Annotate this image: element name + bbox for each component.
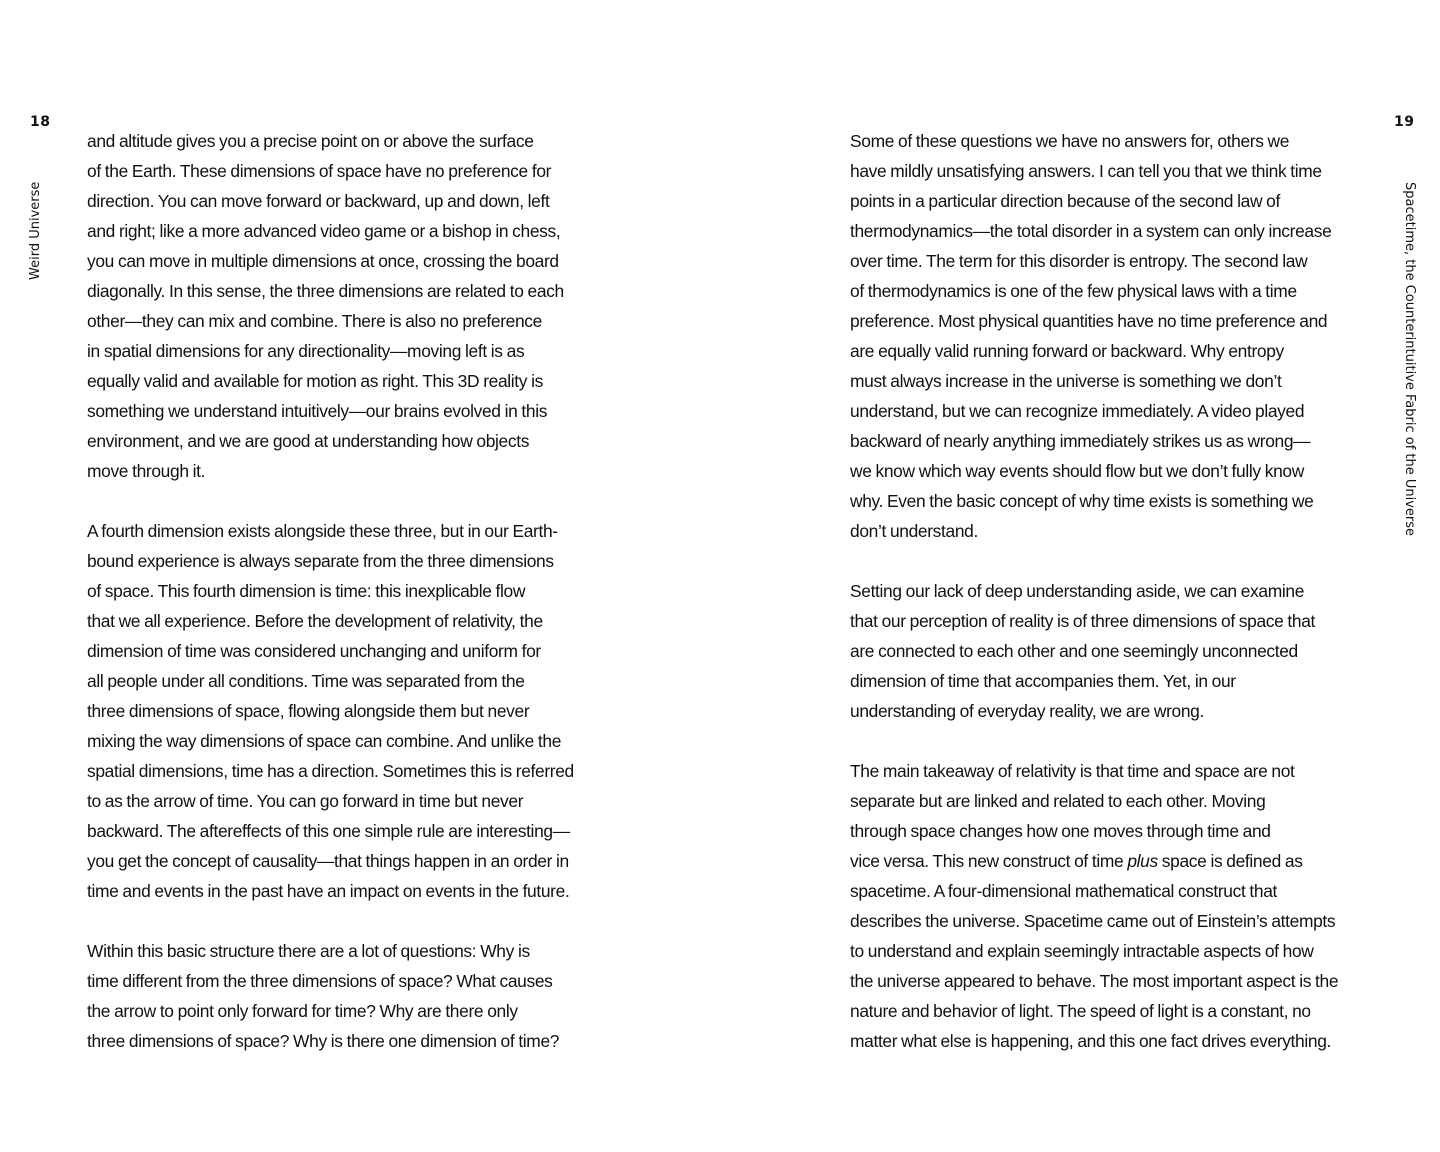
text-line: you get the concept of causality—that things happen in an order in [87, 851, 569, 871]
text-line: three dimensions of space? Why is there one dimension of time? [87, 1031, 560, 1051]
text-line: of thermodynamics is one of the few physical laws with a time [850, 281, 1297, 301]
running-head-book-title: Weird Universe [28, 181, 43, 280]
text-run: vice versa. This new construct of time [850, 851, 1128, 871]
text-line: all people under all conditions. Time was separated from the [87, 671, 525, 691]
text-line: that our perception of reality is of three dimensions of space that [850, 611, 1316, 631]
text-line: thermodynamics—the total disorder in a system can only increase [850, 221, 1332, 241]
text-line: Some of these questions we have no answers for, others we [850, 131, 1290, 151]
text-line: to understand and explain seemingly intractable aspects of how [850, 941, 1314, 961]
text-line: of space. This fourth dimension is time: this inexplicable flow [87, 581, 526, 601]
paragraph [850, 126, 1370, 546]
text-line: must always increase in the universe is something we don’t [850, 371, 1282, 391]
text-line: the universe appeared to behave. The most important aspect is the [850, 971, 1339, 991]
text-line: of the Earth. These dimensions of space have no preference for [87, 161, 552, 181]
text-line: nature and behavior of light. The speed of light is a constant, no [850, 1001, 1311, 1021]
text-line: are equally valid running forward or backward. Why entropy [850, 341, 1284, 361]
text-line: time different from the three dimensions of space? What causes [87, 971, 553, 991]
text-run: space is defined as [1157, 851, 1303, 871]
emphasized-word: plus [1127, 851, 1158, 871]
text-line: separate but are linked and related to each other. Moving [850, 791, 1266, 811]
text-line: other—they can mix and combine. There is also no preference [87, 311, 542, 331]
right-page [720, 0, 1440, 1152]
text-line: dimension of time was considered unchanging and uniform for [87, 641, 541, 661]
paragraph [87, 516, 607, 906]
text-line: have mildly unsatisfying answers. I can tell you that we think time [850, 161, 1322, 181]
text-line: Setting our lack of deep understanding aside, we can examine [850, 581, 1305, 601]
paragraph [87, 126, 607, 486]
text-line: understanding of everyday reality, we are wrong. [850, 701, 1204, 721]
right-body-text [850, 126, 1370, 1086]
text-line: don’t understand. [850, 521, 978, 541]
running-head-chapter-title: Spacetime, the Counterintuitive Fabric of the Universe [1402, 182, 1417, 537]
text-line: spacetime. A four-dimensional mathematical construct that [850, 881, 1278, 901]
text-line: dimension of time that accompanies them. Yet, in our [850, 671, 1236, 691]
text-line: the arrow to point only forward for time? Why are there only [87, 1001, 518, 1021]
text-line: matter what else is happening, and this one fact drives everything. [850, 1031, 1331, 1051]
text-line-with-emphasis [850, 846, 1370, 876]
text-line: something we understand intuitively—our brains evolved in this [87, 401, 548, 421]
text-line: A fourth dimension exists alongside these three, but in our Earth- [87, 521, 558, 541]
text-line: over time. The term for this disorder is entropy. The second law [850, 251, 1308, 271]
text-line: understand, but we can recognize immediately. A video played [850, 401, 1305, 421]
text-line: describes the universe. Spacetime came out of Einstein’s attempts [850, 911, 1336, 931]
text-line: Within this basic structure there are a lot of questions: Why is [87, 941, 530, 961]
text-line: we know which way events should flow but we don’t fully know [850, 461, 1304, 481]
text-line: mixing the way dimensions of space can combine. And unlike the [87, 731, 562, 751]
text-line: that we all experience. Before the development of relativity, the [87, 611, 543, 631]
text-line: and altitude gives you a precise point on or above the surface [87, 131, 534, 151]
paragraph [850, 756, 1370, 1056]
text-line: preference. Most physical quantities have no time preference and [850, 311, 1328, 331]
left-body-text [87, 126, 607, 1086]
text-line: direction. You can move forward or backward, up and down, left [87, 191, 550, 211]
text-line: environment, and we are good at understanding how objects [87, 431, 530, 451]
text-line: backward. The aftereffects of this one simple rule are interesting— [87, 821, 570, 841]
paragraph [87, 936, 607, 1056]
page-number-left: 18 [30, 114, 51, 130]
paragraph [850, 576, 1370, 726]
text-line: and right; like a more advanced video game or a bishop in chess, [87, 221, 561, 241]
text-line: time and events in the past have an impact on events in the future. [87, 881, 570, 901]
text-line: bound experience is always separate from the three dimensions [87, 551, 554, 571]
text-line: The main takeaway of relativity is that time and space are not [850, 761, 1295, 781]
page-number-right: 19 [1394, 114, 1415, 130]
text-line: three dimensions of space, flowing alongside them but never [87, 701, 530, 721]
text-line: equally valid and available for motion as right. This 3D reality is [87, 371, 543, 391]
text-line: diagonally. In this sense, the three dimensions are related to each [87, 281, 564, 301]
text-line: are connected to each other and one seemingly unconnected [850, 641, 1298, 661]
text-line: move through it. [87, 461, 206, 481]
text-line: points in a particular direction because of the second law of [850, 191, 1280, 211]
text-line: why. Even the basic concept of why time exists is something we [850, 491, 1314, 511]
text-line: you can move in multiple dimensions at once, crossing the board [87, 251, 559, 271]
text-line: through space changes how one moves through time and [850, 821, 1271, 841]
text-line: to as the arrow of time. You can go forward in time but never [87, 791, 524, 811]
text-line: in spatial dimensions for any directionality—moving left is as [87, 341, 525, 361]
text-line: spatial dimensions, time has a direction. Sometimes this is referred [87, 761, 574, 781]
text-line: backward of nearly anything immediately strikes us as wrong— [850, 431, 1311, 451]
